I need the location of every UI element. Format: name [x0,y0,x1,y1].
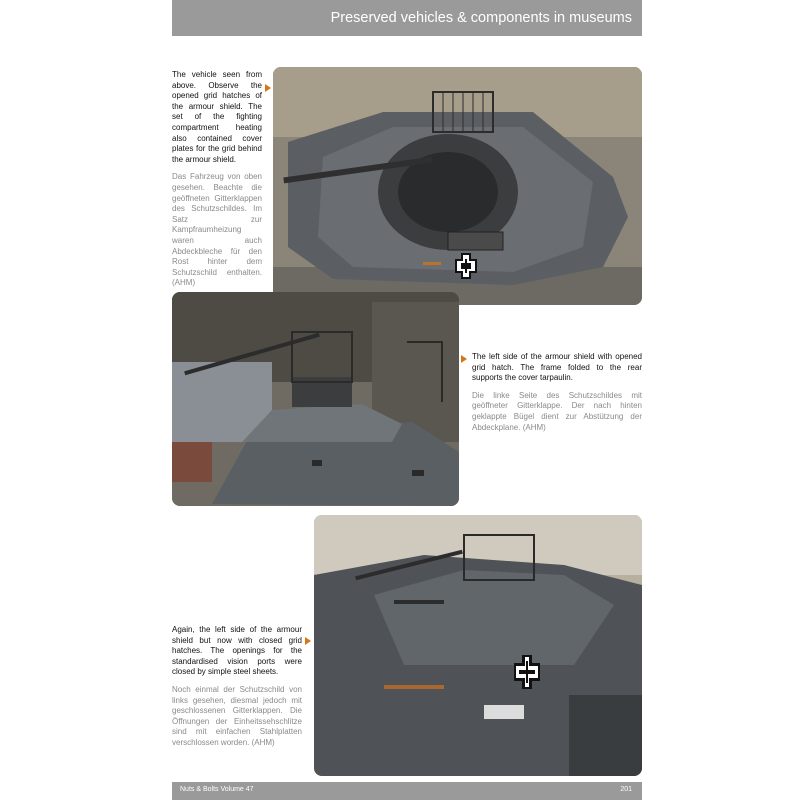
photo-armour-shield-opened [172,292,459,506]
caption-1-pointer-icon [265,84,271,92]
caption-2-german: Die linke Seite des Schutzschildes mit geöffneter Gitterklappe. Der nach hinten geklappte Bügel dient zur Abstützung der Abdeckplane. (AHM) [472,390,642,432]
photo-vehicle-top-view [273,67,642,305]
caption-1 [172,70,262,289]
header-bar [172,0,642,36]
caption-2 [472,352,642,433]
caption-3-pointer-icon [305,637,311,645]
caption-1-english: The vehicle seen from above. Observe the opened grid hatches of the armour shield. The set of the fighting compartment heating also contained cover plates for the grid behind the armour shield. [172,70,262,164]
caption-3-english: Again, the left side of the armour shield but now with closed grid hatches. The openings for the standardised vision ports were closed by simple steel sheets. [172,625,302,677]
footer-publication: Nuts & Bolts Volume 47 [180,786,254,793]
caption-3-german: Noch einmal der Schutzschild von links gesehen, diesmal jedoch mit geschlossenen Gitterklappen. Die Öffnungen der Einheitssehschlitze sind mit einfachen Stahlplatten verschlossen worden. (AHM) [172,684,302,747]
footer-bar [172,782,642,800]
page-header-title: Preserved vehicles & components in museums [330,10,632,26]
photo-armour-shield-closed [314,515,642,776]
page-number: 201 [620,786,632,793]
caption-3 [172,625,302,749]
caption-1-german: Das Fahrzeug von oben gesehen. Beachte die geöffneten Gitterklappen des Schutzschildes. Im Satz zur Kampfraumheizung waren auch Abdeckbleche für den Rost hinter dem Schutzschild enthalten. (AHM) [172,172,262,288]
caption-2-pointer-icon [461,355,467,363]
caption-2-english: The left side of the armour shield with opened grid hatch. The frame folded to the rear supports the cover tarpaulin. [472,352,642,383]
